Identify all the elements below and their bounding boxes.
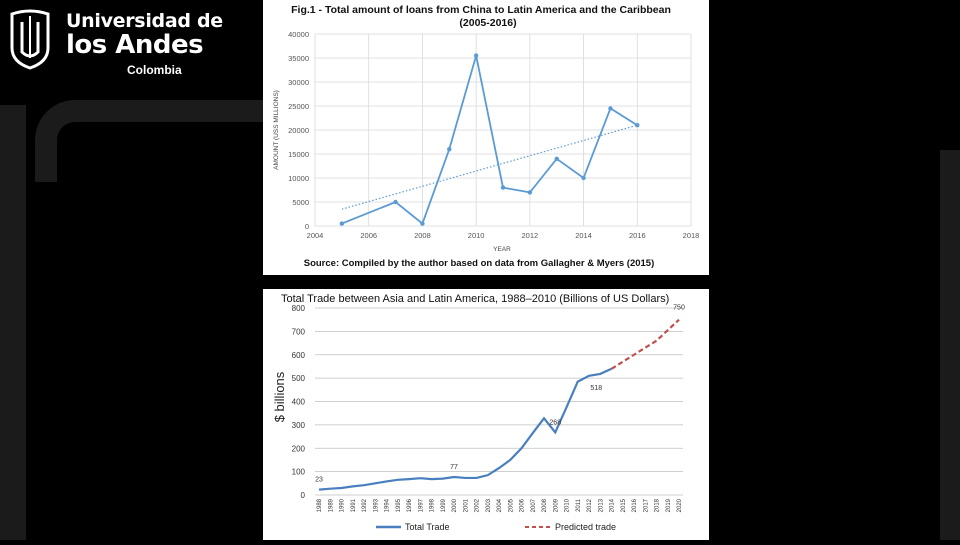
chart1-data-point — [420, 221, 424, 225]
chart1-ytick-label: 30000 — [288, 78, 309, 87]
chart2-data-label: 750 — [673, 304, 685, 312]
chart2-xtick-label: 2002 — [474, 499, 481, 513]
chart1-xtick-label: 2010 — [467, 231, 485, 240]
chart2-ytick-label: 300 — [291, 420, 305, 430]
chart1-trendline — [342, 125, 637, 209]
chart2-xtick-label: 1995 — [395, 499, 402, 513]
chart1-xtick-label: 2014 — [575, 231, 592, 240]
chart2-xtick-label: 2006 — [519, 499, 526, 513]
chart2-ytick-label: 100 — [291, 467, 305, 477]
chart2-xtick-label: 2014 — [609, 499, 616, 513]
chart2-ytick-label: 500 — [291, 374, 305, 384]
chart1-ytick-label: 5000 — [292, 198, 309, 207]
chart1-ytick-label: 20000 — [288, 126, 309, 135]
university-logo — [8, 6, 223, 77]
chart2-xtick-label: 1996 — [407, 499, 413, 513]
chart2-data-label: 77 — [450, 464, 458, 472]
chart2-xtick-label: 2005 — [508, 499, 515, 513]
chart2-xtick-label: 2000 — [452, 499, 458, 513]
chart2-data-label: 268 — [549, 419, 562, 427]
chart2-xtick-label: 2015 — [620, 499, 627, 513]
chart1-data-point — [635, 123, 639, 127]
decorative-right-bar — [940, 150, 960, 540]
chart1-xtick-label: 2018 — [682, 231, 700, 240]
chart1-series-line — [342, 56, 637, 224]
chart1-title: Fig.1 - Total amount of loans from China to Latin America and the Caribbean — [291, 4, 671, 16]
chart1-data-point — [474, 53, 478, 57]
chart1-data-point — [581, 176, 585, 180]
chart2-xtick-label: 2010 — [564, 499, 571, 513]
chart1-xtick-label: 2012 — [521, 231, 539, 240]
shield-logo-icon — [8, 8, 52, 70]
chart2-xtick-label: 2020 — [677, 499, 683, 513]
chart2-xtick-label: 2017 — [643, 499, 650, 513]
chart2-ytick-label: 400 — [291, 397, 305, 407]
chart2-xtick-label: 1999 — [440, 499, 447, 513]
chart1-ytick-label: 15000 — [288, 150, 309, 159]
chart1-data-point — [393, 200, 397, 204]
chart1-data-point — [608, 106, 612, 110]
chart2-xtick-label: 2009 — [553, 499, 560, 513]
chart2-xtick-label: 2001 — [463, 499, 470, 513]
chart2-ytick-label: 0 — [300, 491, 305, 500]
chart1-data-point — [340, 221, 344, 225]
chart1-xtick-label: 2008 — [414, 231, 431, 240]
chart2-xtick-label: 2019 — [665, 499, 672, 513]
chart2-predicted-trade-line — [612, 320, 680, 369]
chart1-ytick-label: 35000 — [288, 54, 309, 63]
decorative-left-bar — [0, 105, 26, 540]
chart1-ylabel: AMOUNT (USS MILLIONS) — [273, 90, 280, 170]
chart2-xtick-label: 1988 — [317, 499, 323, 513]
chart2-xtick-label: 2003 — [485, 499, 492, 513]
chart1-subtitle: (2005-2016) — [459, 17, 517, 29]
chart1-ytick-label: 25000 — [288, 102, 309, 111]
chart2-xtick-label: 2011 — [575, 499, 582, 512]
chart1-data-point — [447, 147, 451, 151]
legend-predicted-trade-label: Predicted trade — [555, 522, 617, 532]
chart2-xtick-label: 1989 — [328, 499, 335, 513]
chart2-xtick-label: 2018 — [654, 499, 661, 513]
chart2-xtick-label: 1993 — [373, 499, 380, 513]
chart2-xtick-label: 1998 — [429, 499, 436, 513]
chart2-xtick-label: 2016 — [632, 499, 638, 513]
chart1-data-point — [555, 157, 559, 161]
chart1-data-point — [528, 190, 532, 194]
chart1-xlabel: YEAR — [493, 246, 511, 253]
loans-chart-panel — [263, 0, 709, 275]
chart2-xtick-label: 2012 — [587, 499, 593, 513]
trade-chart-panel — [263, 289, 709, 540]
chart2-xtick-label: 2013 — [598, 499, 605, 513]
chart2-xtick-label: 1992 — [362, 499, 368, 513]
chart1-xtick-label: 2004 — [306, 231, 324, 240]
chart2-ytick-label: 700 — [291, 327, 305, 337]
chart2-xtick-label: 1997 — [418, 499, 425, 513]
chart1-ytick-label: 10000 — [288, 174, 309, 183]
chart1-data-point — [501, 185, 505, 189]
chart2-xtick-label: 2007 — [530, 499, 537, 513]
chart2-xtick-label: 2004 — [497, 499, 503, 513]
chart2-ytick-label: 800 — [291, 304, 305, 313]
logo-line-3: Colombia — [127, 63, 182, 77]
chart2-xtick-label: 1990 — [339, 499, 346, 513]
chart2-data-label: 518 — [590, 384, 603, 392]
chart2-xtick-label: 1991 — [350, 499, 357, 513]
chart2-title: Total Trade between Asia and Latin America, 1988–2010 (Billions of US Dollars) — [281, 293, 670, 305]
chart1-source: Source: Compiled by the author based on data from Gallagher & Myers (2015) — [303, 258, 655, 269]
chart2-ylabel: $ billions — [272, 371, 287, 423]
logo-line-2: los Andes — [66, 30, 204, 60]
loans-chart — [263, 0, 709, 275]
trade-chart — [263, 289, 709, 540]
chart1-xtick-label: 2006 — [360, 231, 378, 240]
logo-line-1: Universidad de — [66, 10, 223, 32]
chart2-ytick-label: 200 — [291, 444, 305, 454]
chart1-xtick-label: 2016 — [628, 231, 646, 240]
chart1-ytick-label: 0 — [304, 222, 309, 231]
chart2-data-label: 23 — [315, 476, 323, 484]
chart1-ytick-label: 40000 — [288, 30, 309, 39]
chart2-xtick-label: 1994 — [384, 499, 391, 513]
chart2-xtick-label: 2008 — [542, 499, 548, 513]
legend-total-trade-label: Total Trade — [405, 522, 450, 532]
chart2-ytick-label: 600 — [291, 350, 305, 360]
